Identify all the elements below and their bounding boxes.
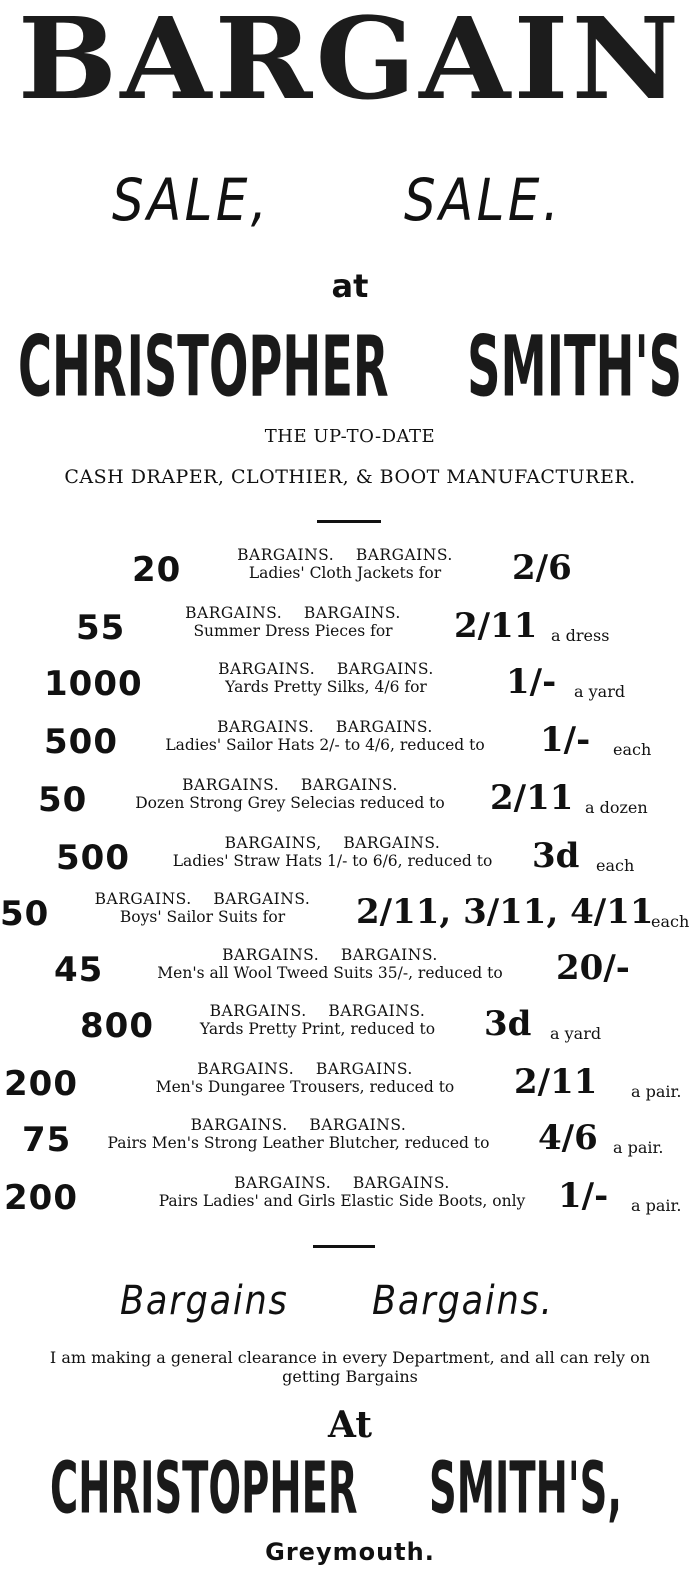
- deal-price: 2/11: [454, 606, 538, 646]
- deal-description: [146, 1174, 538, 1210]
- bargains-word-left: Bargains: [120, 1278, 289, 1324]
- deal-description: [70, 890, 335, 926]
- deal-description: [160, 834, 505, 870]
- deal-row: [0, 1116, 700, 1172]
- deal-header: BARGAINS. BARGAINS.: [94, 890, 311, 908]
- deal-header: BARGAINS. BARGAINS.: [218, 660, 434, 678]
- deal-text: Yards Pretty Silks, 4/6 for: [225, 678, 427, 696]
- deal-unit: a pair.: [631, 1082, 682, 1101]
- deal-quantity: 200: [4, 1064, 78, 1104]
- bargains-word-right: Bargains.: [372, 1278, 554, 1324]
- deal-quantity: 50: [0, 894, 50, 934]
- deal-quantity: 800: [80, 1006, 154, 1046]
- deal-quantity: 20: [132, 550, 182, 590]
- sale-word-right: SALE.: [404, 166, 563, 234]
- deal-text: Ladies' Sailor Hats 2/- to 4/6, reduced to: [165, 736, 485, 754]
- deal-price: 3d: [484, 1004, 532, 1044]
- deal-header: BARGAINS. BARGAINS.: [197, 1060, 413, 1078]
- deal-text: Pairs Men's Strong Leather Blutcher, reduced to: [107, 1134, 490, 1152]
- deal-description: [140, 946, 520, 982]
- deal-unit: a pair.: [613, 1138, 664, 1157]
- deal-header: BARGAINS. BARGAINS.: [190, 1116, 407, 1134]
- deal-header: BARGAINS, BARGAINS.: [224, 834, 441, 852]
- deal-description: [180, 1002, 455, 1038]
- deal-quantity: 500: [56, 838, 130, 878]
- deal-description: [200, 546, 490, 582]
- deal-text: Ladies' Straw Hats 1/- to 6/6, reduced to: [172, 852, 493, 870]
- deal-unit: a dress: [551, 626, 610, 645]
- deal-quantity: 50: [38, 780, 88, 820]
- deal-row: [0, 834, 700, 890]
- shop-name: [18, 317, 683, 416]
- deal-row: [0, 890, 700, 946]
- deal-description: [150, 718, 500, 754]
- divider-rule: [313, 1245, 375, 1248]
- deal-text: Men's all Wool Tweed Suits 35/-, reduced to: [157, 964, 503, 982]
- deal-unit: each: [596, 856, 635, 875]
- deal-row: [0, 946, 700, 1002]
- deal-price: 1/-: [540, 720, 591, 760]
- deal-header: BARGAINS. BARGAINS.: [185, 604, 401, 622]
- deal-description: [96, 1116, 501, 1152]
- deal-price: 2/6: [512, 548, 572, 588]
- deal-header: BARGAINS. BARGAINS.: [182, 776, 398, 794]
- deal-header: BARGAINS. BARGAINS.: [234, 1174, 450, 1192]
- deal-text: Men's Dungaree Trousers, reduced to: [155, 1078, 455, 1096]
- shop-name-last: SMITH'S,: [429, 1446, 622, 1530]
- deal-text: Dozen Strong Grey Selecias reduced to: [135, 794, 445, 812]
- deal-price: 1/-: [558, 1176, 609, 1216]
- shop-tagline: THE UP-TO-DATE: [264, 426, 436, 447]
- deal-quantity: 45: [54, 950, 104, 990]
- deal-unit: a yard: [550, 1024, 602, 1043]
- deal-unit: a dozen: [585, 798, 648, 817]
- deal-row: [0, 1174, 700, 1230]
- deal-quantity: 500: [44, 722, 118, 762]
- deal-description: [176, 660, 476, 696]
- shop-trades: CASH DRAPER, CLOTHIER, & BOOT MANUFACTURER.: [64, 466, 636, 488]
- deal-price: 2/11: [514, 1062, 598, 1102]
- deal-row: [0, 718, 700, 774]
- deal-text: Ladies' Cloth Jackets for: [248, 564, 442, 582]
- at-label: at: [331, 267, 369, 305]
- deal-header: BARGAINS. BARGAINS.: [237, 546, 453, 564]
- deal-header: BARGAINS. BARGAINS.: [217, 718, 433, 736]
- deal-header: BARGAINS. BARGAINS.: [209, 1002, 426, 1020]
- divider-rule: [317, 520, 381, 523]
- deal-unit: a yard: [574, 682, 626, 701]
- sale-word-left: SALE,: [112, 166, 271, 234]
- deal-text: Summer Dress Pieces for: [193, 622, 393, 640]
- shop-name-first: CHRISTOPHER: [50, 1446, 358, 1530]
- deal-header: BARGAINS. BARGAINS.: [222, 946, 438, 964]
- deal-text: Yards Pretty Print, reduced to: [199, 1020, 436, 1038]
- deal-price: 2/11, 3/11, 4/11: [356, 892, 654, 932]
- shop-name-first: CHRISTOPHER: [18, 317, 389, 416]
- deal-unit: a pair.: [631, 1196, 682, 1215]
- clearance-notice: I am making a general clearance in every Department, and all can rely on getting Bargains: [49, 1348, 651, 1386]
- deal-quantity: 1000: [44, 664, 143, 704]
- shop-name-footer: [50, 1446, 622, 1530]
- deal-price: 4/6: [538, 1118, 598, 1158]
- deal-text: Boys' Sailor Suits for: [119, 908, 286, 926]
- deal-description: [140, 1060, 470, 1096]
- deal-quantity: 75: [22, 1120, 72, 1160]
- deal-price: 3d: [532, 836, 580, 876]
- deal-row: [0, 776, 700, 832]
- deal-quantity: 200: [4, 1178, 78, 1218]
- deal-row: [0, 660, 700, 716]
- ad-headline: BARGAIN: [17, 0, 683, 125]
- deal-description: [120, 776, 460, 812]
- deal-unit: each: [613, 740, 652, 759]
- deal-description: [148, 604, 438, 640]
- deal-row: [0, 546, 700, 602]
- deal-row: [0, 604, 700, 660]
- deal-price: 1/-: [506, 662, 557, 702]
- deal-quantity: 55: [76, 608, 126, 648]
- deal-unit: each: [651, 912, 690, 931]
- shop-name-last: SMITH'S: [467, 317, 683, 416]
- deal-price: 20/-: [556, 948, 630, 988]
- deal-price: 2/11: [490, 778, 574, 818]
- deal-text: Pairs Ladies' and Girls Elastic Side Boots, only: [158, 1192, 526, 1210]
- deal-row: [0, 1060, 700, 1116]
- shop-town: Greymouth.: [265, 1538, 435, 1566]
- deal-row: [0, 1002, 700, 1058]
- at-label: At: [328, 1404, 372, 1446]
